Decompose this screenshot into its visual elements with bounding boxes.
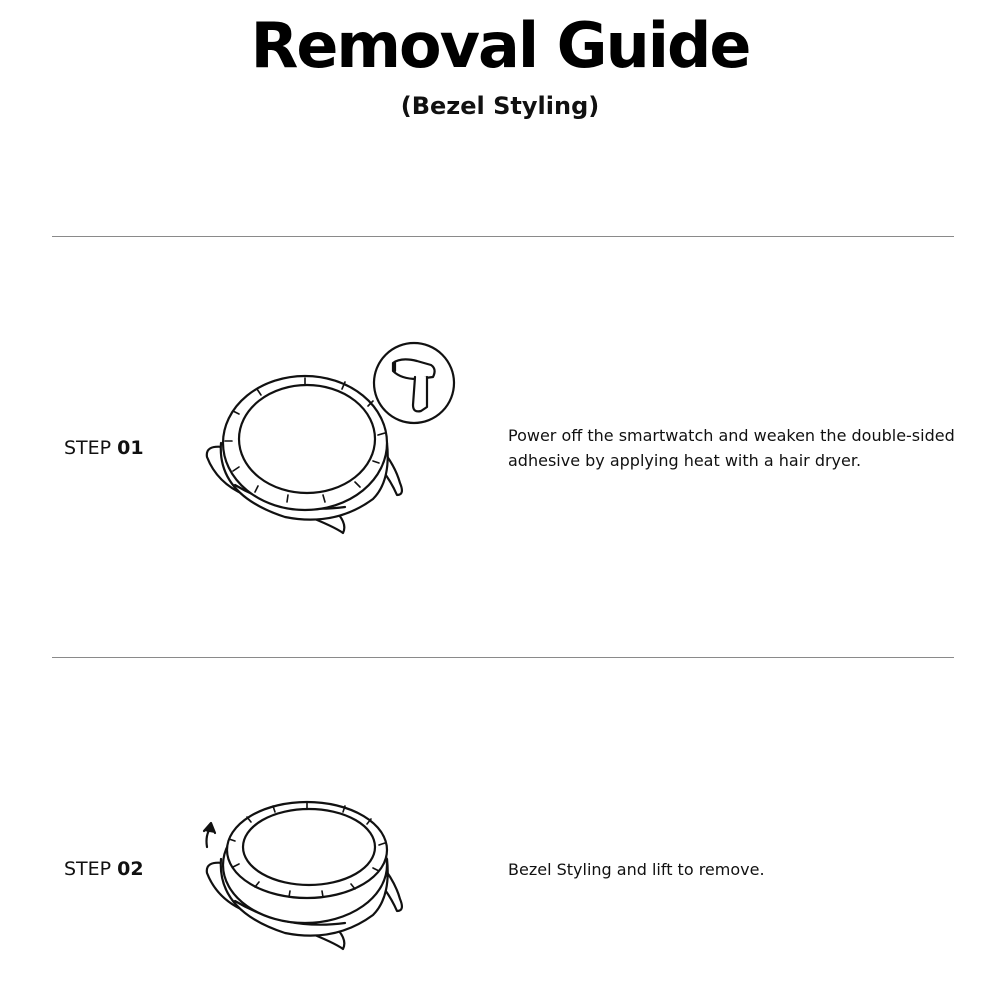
page-subtitle: (Bezel Styling) [400, 92, 600, 120]
step-2-label [64, 857, 144, 881]
section-divider [52, 236, 954, 237]
step-2-word: STEP [64, 858, 112, 880]
step-1-number: 01 [117, 437, 144, 459]
step-1-label [64, 436, 144, 460]
step-2-number: 02 [117, 858, 144, 880]
step-1-word: STEP [64, 437, 112, 459]
section-divider [52, 657, 954, 658]
smartwatch-bezel-lift-icon [195, 795, 415, 955]
step-1-description: Power off the smartwatch and weaken the double-sided adhesive by applying heat with a hair dryer. [508, 426, 955, 470]
page-title: Removal Guide [250, 9, 750, 82]
step-2-description: Bezel Styling and lift to remove. [508, 860, 765, 879]
smartwatch-with-hair-dryer-icon [195, 335, 465, 545]
